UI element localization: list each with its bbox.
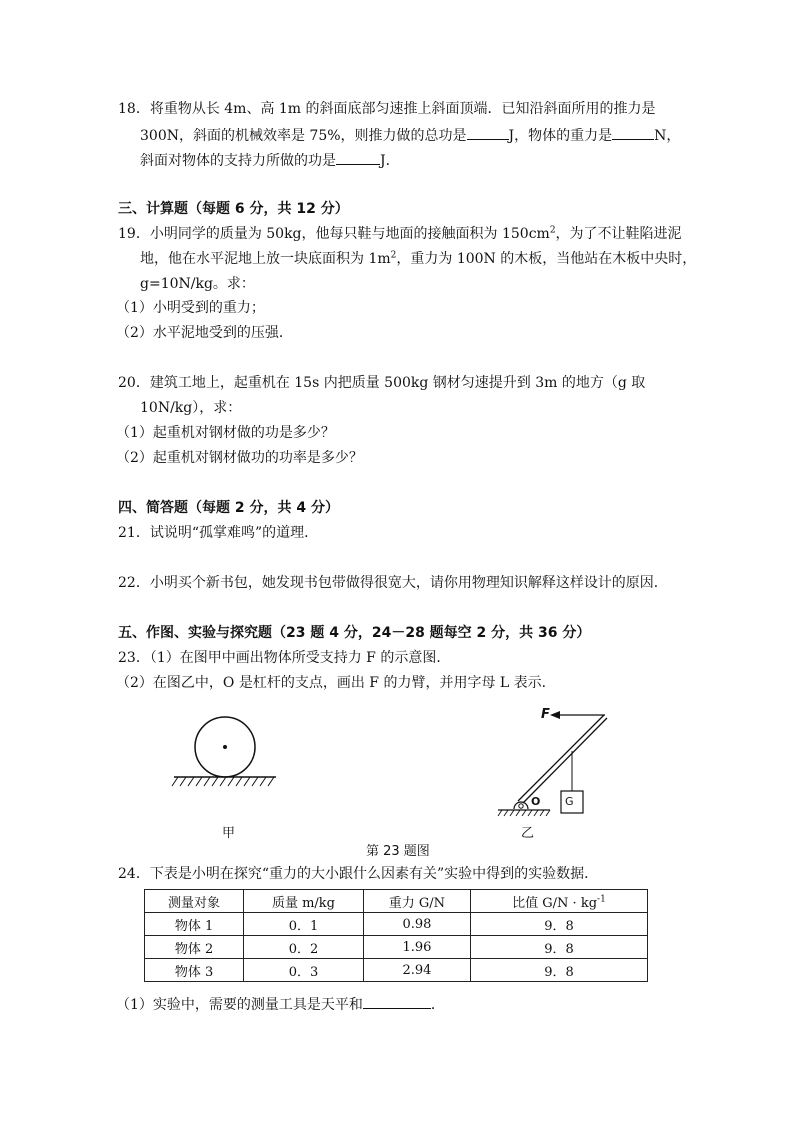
table-cell: 9．8 bbox=[470, 959, 647, 982]
q20-line2: 10N/kg），求： bbox=[140, 400, 242, 416]
lever-edge bbox=[523, 718, 607, 803]
q19-line3: g=10N/kg。求： bbox=[140, 276, 255, 292]
figure-jia-ball bbox=[170, 710, 280, 800]
q22-text: 22．小明买个新书包，她发现书包带做得很宽大，请你用物理知识解释这样设计的原因． bbox=[118, 575, 668, 591]
table-header: 测量对象 bbox=[145, 890, 244, 913]
q18-line1: 18．将重物从长 4m、高 1m 的斜面底部匀速推上斜面顶端．已知沿斜面所用的推力是 bbox=[118, 101, 656, 117]
q19-text: ，重力为 100N 的木板，当他站在木板中央时， bbox=[396, 251, 697, 267]
q18-text: 300N，斜面的机械效率是 75%，则推力做的总功是 bbox=[140, 128, 467, 144]
q24-intro: 24．下表是小明在探究“重力的大小跟什么因素有关”实验中得到的实验数据． bbox=[118, 866, 599, 882]
table-header-row bbox=[145, 890, 648, 913]
lever-edge bbox=[518, 715, 604, 801]
q18-line2 bbox=[140, 125, 680, 146]
pivot-label: O bbox=[531, 795, 541, 808]
q23-line2: （2）在图乙中，O 是杠杆的支点，画出 F 的力臂，并用字母 L 表示． bbox=[116, 675, 556, 691]
q19-sub2: （2）水平泥地受到的压强． bbox=[116, 325, 293, 341]
superscript: -1 bbox=[597, 894, 606, 905]
weight-label: G bbox=[565, 795, 574, 808]
section-heading-short-answer: 四、简答题（每题 2 分，共 4 分） bbox=[118, 500, 339, 516]
answer-blank[interactable] bbox=[612, 125, 654, 140]
header-text: 比值 G/N · kg bbox=[512, 895, 598, 911]
table-cell: 物体 2 bbox=[145, 936, 244, 959]
figure-caption: 第 23 题图 bbox=[366, 844, 430, 859]
superscript: 2 bbox=[390, 250, 397, 261]
section-heading-calculation: 三、计算题（每题 6 分，共 12 分） bbox=[118, 201, 349, 217]
center-dot bbox=[223, 745, 227, 749]
q19-sub1: （1）小明受到的重力； bbox=[116, 300, 265, 316]
superscript: 2 bbox=[549, 225, 556, 236]
base-hatching bbox=[498, 810, 550, 816]
table-cell: 物体 1 bbox=[145, 913, 244, 936]
force-label: F bbox=[541, 707, 550, 722]
answer-blank[interactable] bbox=[363, 994, 431, 1009]
table-cell: 1.96 bbox=[363, 936, 470, 959]
table-cell: 0．2 bbox=[244, 936, 364, 959]
figure-yi-label: 乙 bbox=[521, 826, 535, 841]
answer-blank[interactable] bbox=[336, 150, 380, 165]
q20-sub1: （1）起重机对钢材做的功是多少？ bbox=[116, 425, 335, 441]
q18-text: N， bbox=[654, 128, 681, 144]
answer-blank[interactable] bbox=[467, 125, 509, 140]
table-header bbox=[470, 890, 647, 913]
ground-hatching bbox=[172, 777, 274, 786]
q18-text: 斜面对物体的支持力所做的功是 bbox=[140, 153, 336, 169]
q19-text: 19．小明同学的质量为 50kg，他每只鞋与地面的接触面积为 150cm bbox=[118, 226, 550, 242]
pivot-point bbox=[519, 804, 523, 808]
q19-text: ，为了不让鞋陷进泥 bbox=[555, 226, 682, 242]
table-header: 重力 G/N bbox=[363, 890, 470, 913]
q24-text: （1）实验中，需要的测量工具是天平和 bbox=[116, 997, 363, 1013]
table-header: 质量 m/kg bbox=[244, 890, 364, 913]
q23-line1: 23．（1）在图甲中画出物体所受支持力 F 的示意图． bbox=[118, 650, 451, 666]
table-row bbox=[145, 936, 648, 959]
q21-text: 21．试说明“孤掌难鸣”的道理． bbox=[118, 525, 319, 541]
table-cell: 0．1 bbox=[244, 913, 364, 936]
section-heading-experiment: 五、作图、实验与探究题（23 题 4 分，24－28 题每空 2 分，共 36 分） bbox=[118, 625, 591, 641]
table-row bbox=[145, 959, 648, 982]
table-cell: 物体 3 bbox=[145, 959, 244, 982]
q18-line3 bbox=[140, 150, 400, 171]
q19-text: 地，他在水平泥地上放一块底面积为 1m bbox=[140, 251, 391, 267]
table-cell: 2.94 bbox=[363, 959, 470, 982]
experiment-data-table bbox=[144, 889, 648, 982]
figure-yi-lever bbox=[490, 705, 620, 820]
q24-sub1 bbox=[116, 994, 445, 1015]
figure-jia-label: 甲 bbox=[222, 826, 236, 841]
q20-sub2: （2）起重机对钢材做功的功率是多少？ bbox=[116, 450, 363, 466]
table-cell: 9．8 bbox=[470, 913, 647, 936]
table-cell: 0.98 bbox=[363, 913, 470, 936]
q18-text: J． bbox=[380, 153, 400, 169]
q19-line1 bbox=[118, 224, 682, 244]
force-arrowhead bbox=[550, 711, 560, 719]
q18-text: J，物体的重力是 bbox=[508, 128, 613, 144]
table-cell: 0．3 bbox=[244, 959, 364, 982]
q19-line2 bbox=[140, 249, 696, 269]
table-row bbox=[145, 913, 648, 936]
q20-line1: 20．建筑工地上，起重机在 15s 内把质量 500kg 钢材匀速提升到 3m 的地方（g 取 bbox=[118, 375, 646, 391]
table-cell: 9．8 bbox=[470, 936, 647, 959]
q24-text: ． bbox=[430, 997, 445, 1013]
